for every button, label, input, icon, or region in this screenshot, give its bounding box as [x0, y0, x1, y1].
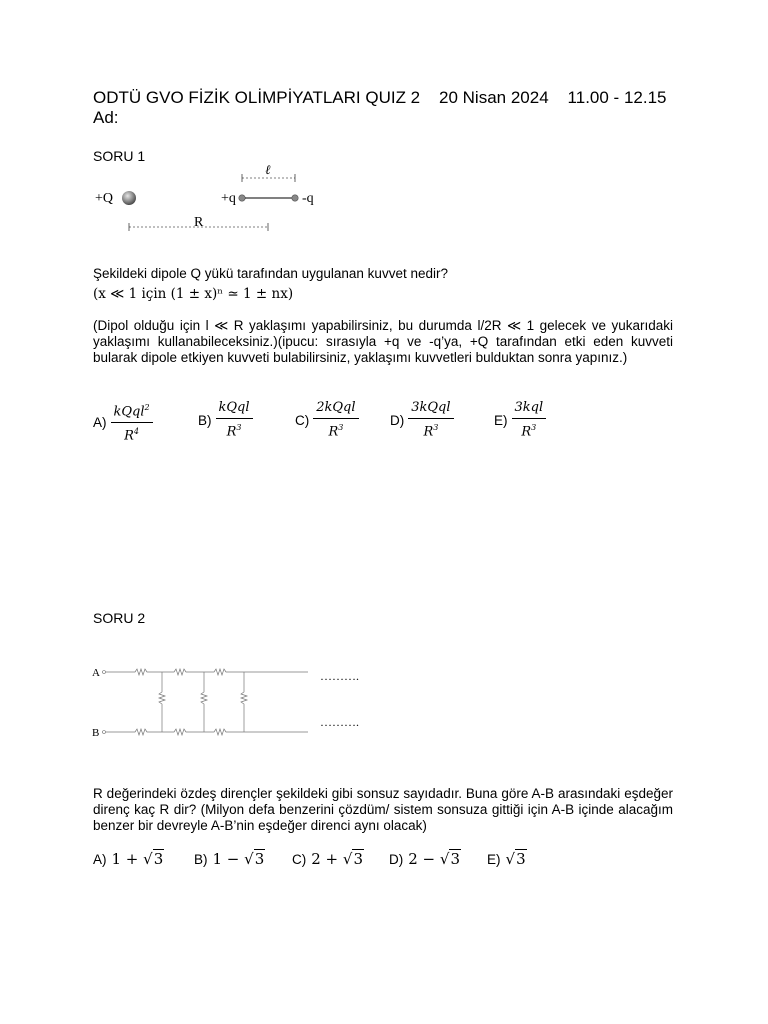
choice-label: D) [389, 851, 404, 867]
choice-fraction [111, 400, 153, 445]
den-exponent: 3 [433, 423, 439, 432]
charge-Q-ball [122, 191, 136, 205]
sqrt-symbol: √3 [439, 850, 461, 868]
dipole-figure [90, 160, 330, 235]
q2-question: R değerindeki özdeş dirençler şekildeki gibi sonsuz sayıdadır. Buna göre A-B arasındaki eşdeğer direnç kaç R dir? (Milyon defa benzerini çözdüm/ sistem sonsuza gittiği için A-B içinde alacağım benzer bir devreyle A-B’nin eşdeğer direnci aynı olacak) [93, 786, 673, 833]
bottom-rail [106, 729, 308, 735]
q2-choice-c[interactable] [292, 850, 364, 868]
den-exponent: 3 [338, 423, 344, 432]
radicand: 3 [353, 850, 364, 868]
den-exponent: 3 [236, 423, 242, 432]
numerator: kQql [113, 404, 145, 420]
dots-top: ………. [320, 669, 359, 683]
choice-label: E) [494, 412, 508, 428]
choice-fraction [216, 400, 253, 440]
expr-prefix: 1 + [111, 850, 144, 868]
denominator: R [328, 424, 339, 440]
label-plus-Q: +Q [95, 191, 114, 206]
choice-label: B) [198, 412, 212, 428]
q1-question: Şekildeki dipole Q yükü tarafından uygulanan kuvvet nedir? [93, 266, 448, 281]
radicand: 3 [153, 850, 164, 868]
choice-label: A) [93, 414, 107, 430]
resistor-ladder-figure [88, 658, 378, 744]
choice-fraction [512, 400, 547, 440]
quiz-header: ODTÜ GVO FİZİK OLİMPİYATLARI QUIZ 2 20 Nisan 2024 11.00 - 12.15 [93, 88, 667, 107]
denominator: R [124, 428, 134, 444]
numerator: 2kQql [316, 400, 356, 415]
expr-prefix: 2 − [408, 850, 440, 868]
choice-expression [408, 850, 461, 868]
label-plus-q: +q [221, 191, 236, 206]
choice-expression [506, 850, 527, 868]
q2-choice-b[interactable] [194, 850, 265, 868]
radicand: 3 [254, 850, 265, 868]
q2-choice-d[interactable] [389, 850, 461, 868]
choice-label: E) [487, 851, 501, 867]
sqrt-symbol: √3 [342, 850, 364, 868]
expr-prefix: 2 + [311, 850, 343, 868]
choice-expression [311, 850, 364, 868]
den-exponent: 4 [133, 427, 139, 437]
sqrt-symbol: √3 [505, 850, 526, 868]
q1-hint-formula: (x ≪ 1 için (1 ± x)ⁿ ≃ 1 ± nx) [93, 286, 294, 302]
denominator: R [521, 424, 532, 440]
q1-choice-a[interactable] [93, 400, 153, 445]
name-label: Ad: [93, 108, 119, 127]
choice-label: A) [93, 851, 107, 867]
q2-choice-e[interactable] [487, 850, 527, 868]
sqrt-symbol: √3 [244, 850, 265, 868]
radicand: 3 [450, 850, 461, 868]
label-R: R [194, 215, 204, 230]
numerator: 3kQql [411, 400, 451, 415]
q1-choice-c[interactable] [295, 400, 359, 440]
expr-prefix: 1 − [212, 850, 245, 868]
terminal-B [103, 731, 106, 734]
choice-label: C) [295, 412, 310, 428]
choice-fraction [408, 400, 453, 440]
numerator: kQql [218, 400, 250, 415]
choice-label: B) [194, 851, 208, 867]
shunt-resistor-1 [159, 672, 165, 732]
denominator: R [423, 424, 434, 440]
num-exponent: 2 [144, 403, 150, 412]
choice-expression [112, 850, 165, 868]
q1-choice-d[interactable] [390, 400, 454, 440]
q1-title: SORU 1 [93, 148, 146, 164]
q2-title: SORU 2 [93, 610, 146, 626]
label-minus-q: -q [302, 191, 314, 206]
choice-expression [213, 850, 266, 868]
q1-choice-b[interactable] [198, 400, 253, 440]
q2-choice-a[interactable] [93, 850, 164, 868]
radicand: 3 [516, 850, 526, 868]
sqrt-symbol: √3 [143, 850, 164, 868]
choice-label: D) [390, 412, 405, 428]
node-A-label: A [92, 667, 100, 679]
choice-label: C) [292, 851, 307, 867]
dots-bottom: ………. [320, 715, 359, 729]
label-l: ℓ [265, 162, 271, 177]
charge-plus-q [239, 195, 245, 201]
choice-fraction [313, 400, 358, 440]
numerator: 3kql [514, 400, 544, 415]
shunt-resistor-2 [201, 672, 207, 732]
shunt-resistor-3 [241, 672, 247, 732]
top-rail [106, 669, 308, 675]
terminal-A [103, 671, 106, 674]
node-B-label: B [92, 727, 100, 739]
q1-choice-e[interactable] [494, 400, 546, 440]
charge-minus-q [292, 195, 298, 201]
q1-note: (Dipol olduğu için l ≪ R yaklaşımı yapabilirsiniz, bu durumda l/2R ≪ 1 gelecek ve yukarıdaki yaklaşımı kullanabileceksiniz.)(ipucu: sırasıyla +q ve -q’ya, +Q tarafından etki eden kuvveti bularak dipole etkiyen kuvveti bulabilirsiniz, yaklaşımı kuvvetleri bulduktan sonra yapınız.) [93, 318, 673, 365]
denominator: R [226, 424, 237, 440]
den-exponent: 3 [531, 423, 537, 432]
